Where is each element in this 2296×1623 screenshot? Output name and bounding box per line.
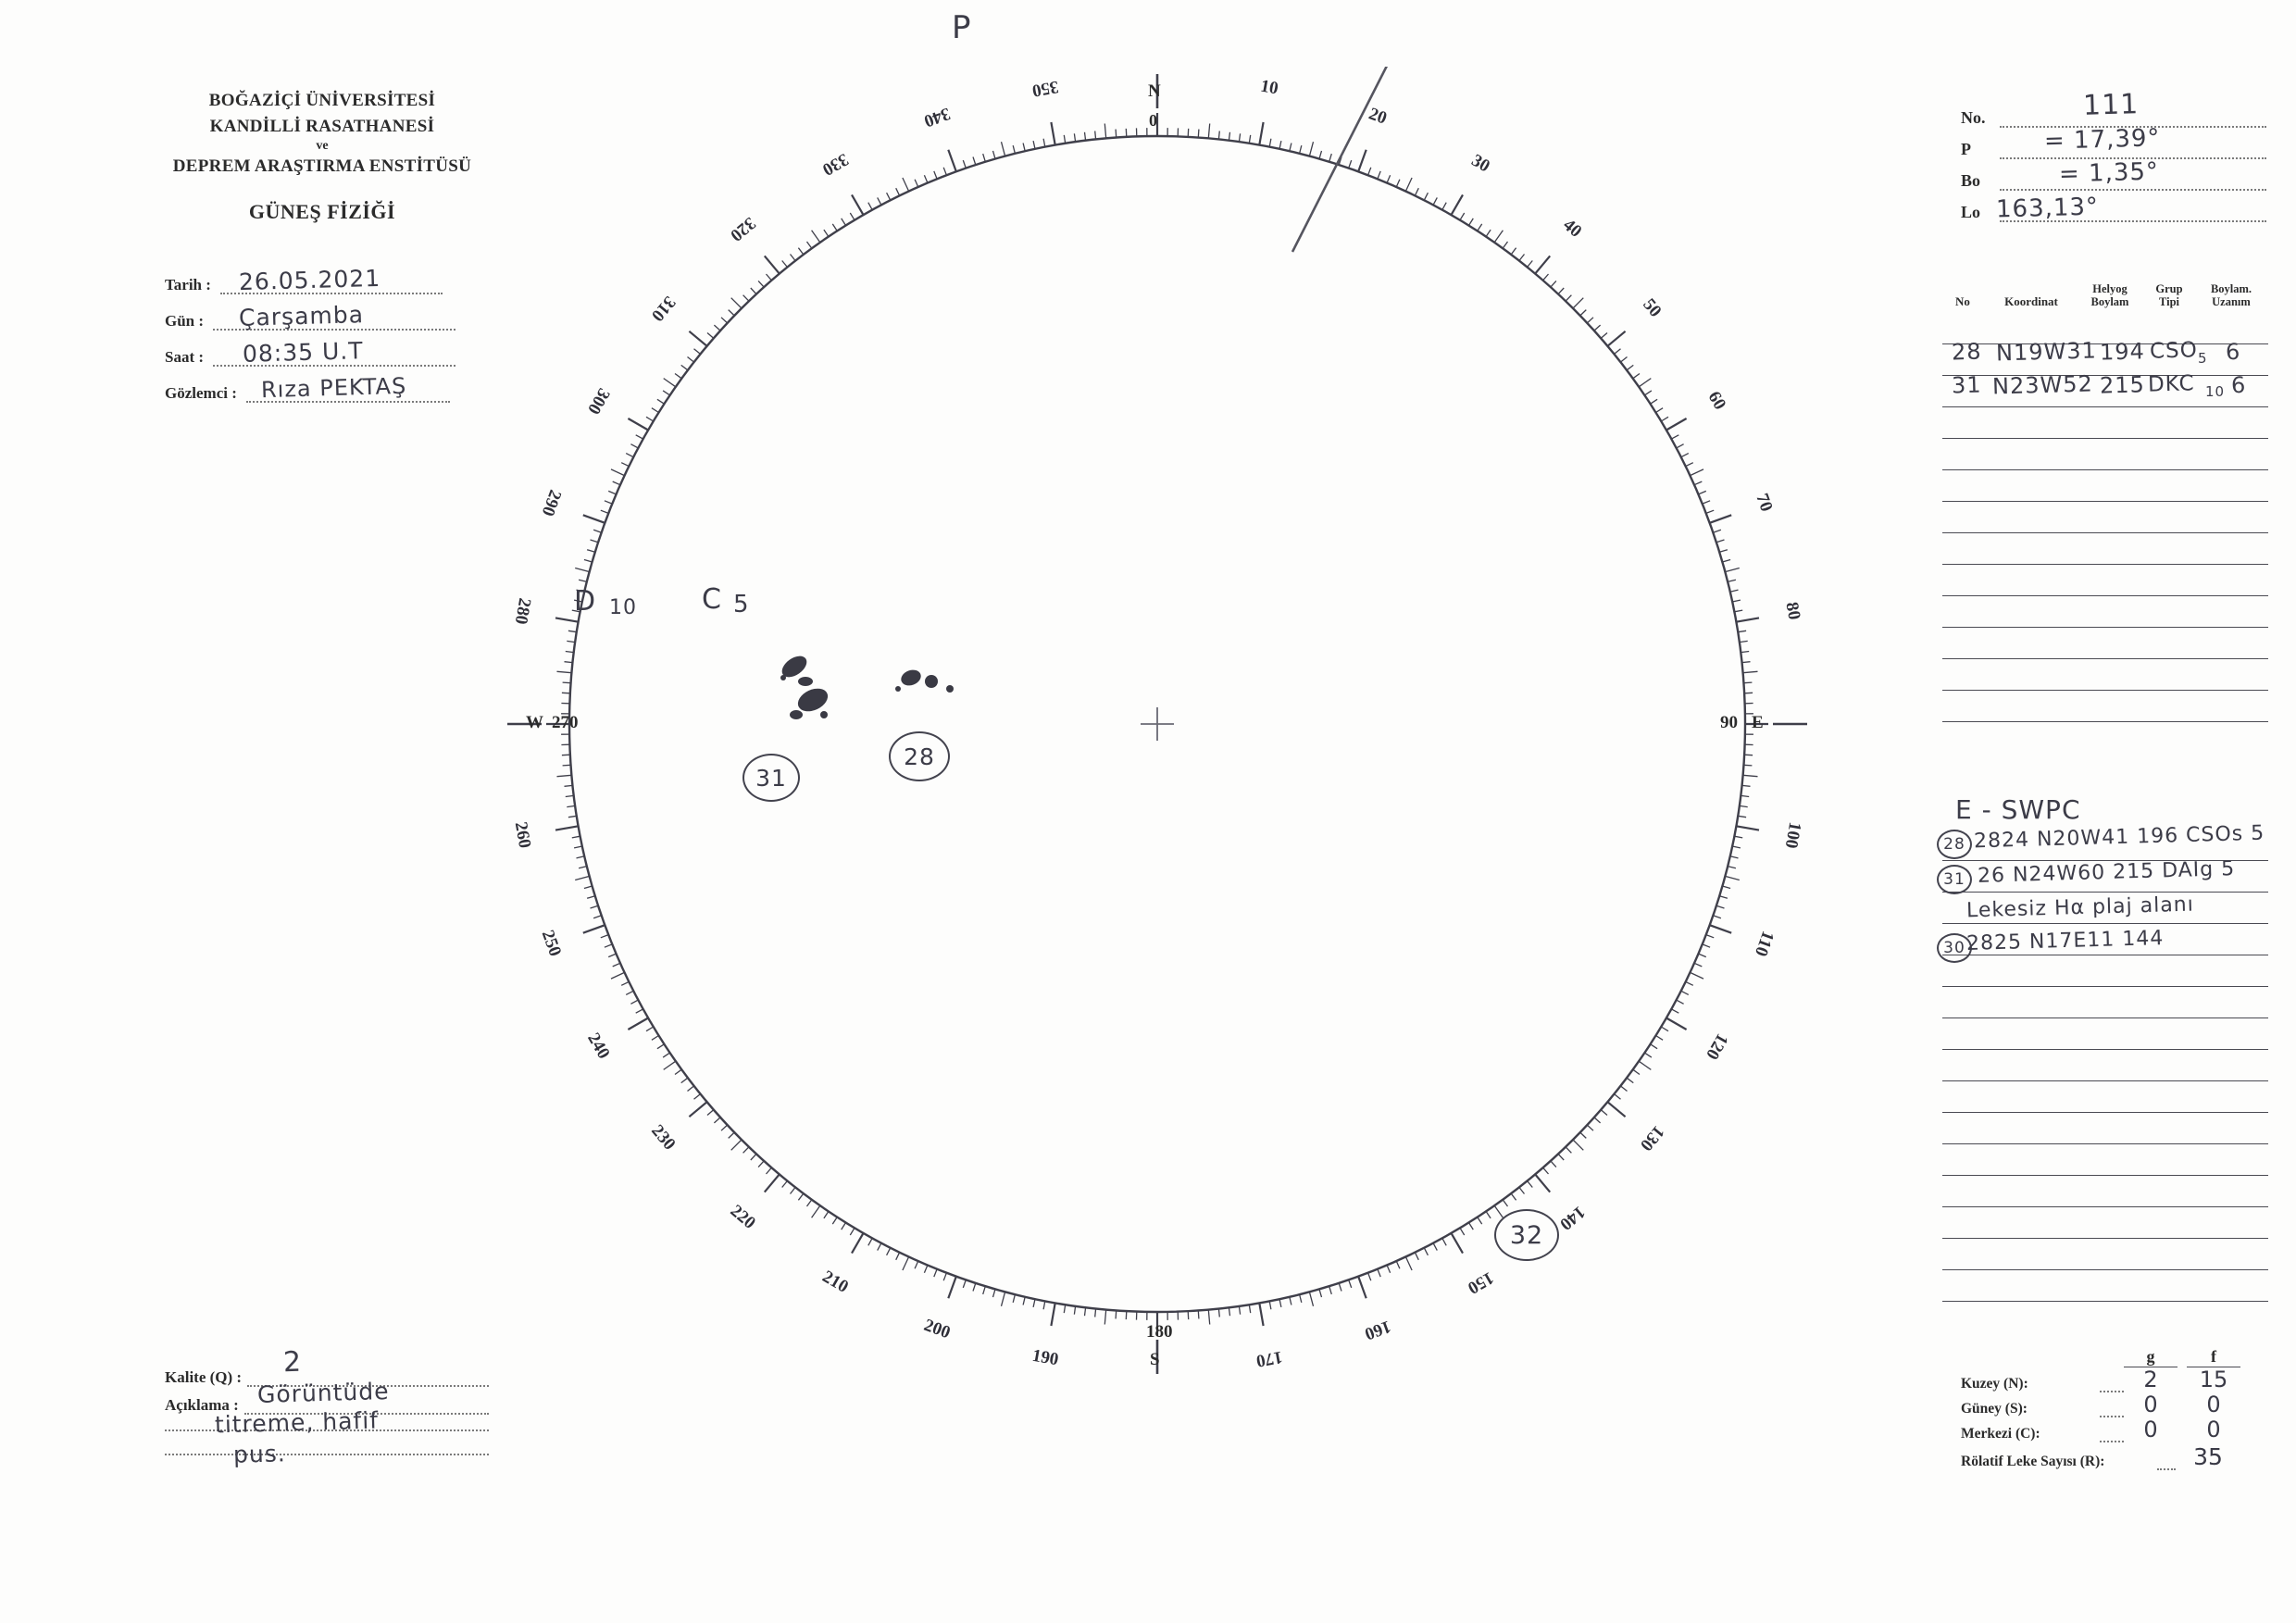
table-row	[1942, 1081, 2268, 1113]
gt-row0-koordinat: N19W31	[1995, 337, 2098, 367]
note-line-1: Görüntüde	[256, 1378, 390, 1408]
degree-label-10: 10	[1258, 76, 1280, 99]
quality-label: Kalite (Q) :	[165, 1368, 243, 1386]
group-letter-c: C	[702, 583, 722, 616]
table-row	[1942, 1207, 2268, 1239]
note-line-3: pus.	[232, 1440, 287, 1468]
param-p-label: P	[1961, 140, 1971, 158]
degree-label-200: 200	[920, 1315, 953, 1343]
note-line-2: titreme, hafif	[214, 1406, 380, 1439]
param-bo-label: Bo	[1961, 171, 1981, 190]
degree-label-110: 110	[1750, 929, 1778, 960]
degree-label-340: 340	[920, 103, 953, 131]
counts-center-dots	[2100, 1427, 2124, 1442]
east-label: E	[1752, 713, 1764, 732]
date-value: 26.05.2021	[238, 264, 381, 296]
param-bo-dotline	[2000, 189, 2266, 191]
degree-label-100: 100	[1781, 820, 1805, 850]
counts-header	[1961, 1347, 2248, 1367]
table-row	[1942, 1176, 2268, 1207]
counts-south-f: 0	[2206, 1392, 2221, 1417]
gt-row1-boylam: 215	[2099, 371, 2146, 399]
table-row	[1942, 1018, 2268, 1050]
table-row	[1942, 955, 2268, 987]
degree-label-230: 230	[647, 1121, 680, 1155]
degree-label-320: 320	[726, 213, 759, 245]
param-no-label: No.	[1961, 108, 1986, 127]
date-label: Tarih :	[165, 276, 211, 293]
table-row	[1942, 628, 2268, 659]
degree-label-140: 140	[1555, 1202, 1590, 1234]
counts-north-f: 15	[2199, 1367, 2228, 1392]
table-row	[1942, 691, 2268, 722]
quality-value: 2	[282, 1345, 303, 1380]
degree-label-20: 20	[1366, 104, 1391, 129]
east-value-label: 90	[1720, 713, 1738, 732]
th-grup-tipi: Grup Tipi	[2155, 282, 2183, 308]
degree-label-350: 350	[1030, 76, 1060, 100]
swpc-title: E - SWPC	[1955, 794, 2081, 825]
degree-label-60: 60	[1703, 387, 1729, 413]
observer-label: Gözlemci :	[165, 384, 237, 402]
institution-line-1: BOĞAZİÇİ ÜNİVERSİTESİ	[208, 91, 436, 110]
institution-line-2: KANDİLLİ RASATHANESİ	[209, 116, 435, 136]
institution-conjunction: ve	[316, 139, 329, 154]
degree-label-120: 120	[1701, 1030, 1732, 1063]
time-value: 08:35 U.T	[242, 337, 364, 368]
gt-row1-tip: DKC	[2147, 371, 2195, 397]
counts-col-g: g	[2124, 1347, 2177, 1367]
counts-north-label: Kuzey (N):	[1961, 1376, 2028, 1392]
gt-row0-tip-sub: 5	[2198, 350, 2208, 367]
time-label: Saat :	[165, 348, 205, 366]
sunspot-group-28	[895, 668, 954, 693]
gt-row1-uzanim: 6	[2230, 371, 2247, 399]
sunspot-group-31	[779, 652, 832, 719]
counts-center-label: Merkezi (C):	[1961, 1426, 2040, 1442]
relative-value: 35	[2193, 1443, 2223, 1470]
counts-row-south	[1961, 1392, 2248, 1417]
north-label: N	[1148, 81, 1161, 101]
day-label: Gün :	[165, 312, 205, 330]
counts-north-g: 2	[2143, 1367, 2158, 1392]
degree-label-170: 170	[1254, 1347, 1284, 1371]
degree-label-300: 300	[583, 384, 615, 418]
note-dotline-3	[165, 1454, 489, 1455]
observer-value: Rıza PEKTAŞ	[260, 372, 407, 404]
institution-line-3: DEPREM ARAŞTIRMA ENSTİTÜSÜ	[172, 156, 472, 177]
gt-row1-tip-sub: 10	[2205, 383, 2226, 400]
group-number-28: 28	[889, 731, 950, 781]
table-row	[1942, 407, 2268, 439]
swpc-circle-31: 31	[1937, 865, 1972, 894]
swpc-text-3: 2825 N17E11 144	[1965, 927, 2165, 955]
degree-label-130: 130	[1636, 1121, 1668, 1155]
west-label: W	[526, 713, 543, 732]
param-no-value: 111	[2082, 88, 2140, 122]
degree-label-70: 70	[1752, 490, 1777, 514]
table-row	[1942, 1113, 2268, 1144]
degree-label-40: 40	[1559, 215, 1586, 242]
param-lo-label: Lo	[1961, 203, 1981, 221]
table-row	[1942, 470, 2268, 502]
degree-label-80: 80	[1781, 600, 1804, 622]
section-title: GÜNEŞ FİZİĞİ	[248, 199, 396, 223]
disk-svg	[500, 67, 1815, 1381]
degree-label-240: 240	[583, 1029, 615, 1062]
degree-label-330: 330	[818, 149, 852, 181]
relative-dots	[2157, 1454, 2176, 1470]
th-koordinat: Koordinat	[2004, 293, 2058, 308]
gt-row0-tip: CSO	[2149, 338, 2199, 364]
south-value-label: 180	[1146, 1322, 1173, 1342]
swpc-text-0: 2824 N20W41 196 CSOs 5	[1973, 821, 2265, 854]
th-no: No	[1955, 293, 1970, 308]
table-row	[1942, 1239, 2268, 1270]
table-row	[1942, 533, 2268, 565]
param-lo-value: 163,13°	[1995, 193, 2100, 224]
table-row	[1942, 659, 2268, 691]
p-axis-line-top	[1292, 67, 1415, 252]
group-count-c: 5	[733, 591, 750, 618]
group-number-32: 32	[1494, 1209, 1559, 1261]
counts-north-dots	[2100, 1377, 2124, 1392]
degree-label-220: 220	[726, 1201, 759, 1233]
day-value: Çarşamba	[238, 301, 365, 331]
table-row	[1942, 1144, 2268, 1176]
counts-row-center	[1961, 1417, 2248, 1442]
counts-row-relative	[1961, 1442, 2248, 1470]
counts-col-f: f	[2187, 1347, 2240, 1367]
group-table-header	[1942, 283, 2268, 313]
degree-label-280: 280	[510, 596, 534, 626]
counts-south-dots	[2100, 1402, 2124, 1417]
table-row	[1942, 502, 2268, 533]
south-label: S	[1150, 1350, 1160, 1369]
table-row	[1942, 1050, 2268, 1081]
counts-center-f: 0	[2206, 1417, 2221, 1442]
institution-header	[156, 88, 489, 224]
degree-label-260: 260	[510, 820, 534, 850]
group-number-31: 31	[742, 754, 800, 802]
counts-block	[1961, 1347, 2248, 1470]
north-zero-label: 0	[1149, 111, 1157, 130]
swpc-text-1: 26 N24W60 215 DAIg 5	[1977, 857, 2236, 888]
counts-row-north	[1961, 1367, 2248, 1392]
param-p-value: = 17,39°	[2043, 124, 2161, 156]
swpc-circle-30: 30	[1937, 933, 1972, 963]
th-boylam-uzanim: Boylam. Uzanım	[2210, 282, 2252, 308]
gt-row1-no: 31	[1951, 371, 1982, 399]
degree-label-210: 210	[818, 1266, 852, 1297]
p-axis-label: P	[952, 9, 972, 46]
group-letter-d: D	[574, 585, 597, 618]
table-row	[1942, 987, 2268, 1018]
table-row	[1942, 439, 2268, 470]
table-row	[1942, 565, 2268, 596]
group-count-d: 10	[609, 596, 637, 619]
degree-label-50: 50	[1639, 294, 1666, 321]
west-value-label: 270	[552, 713, 579, 732]
degree-label-310: 310	[647, 292, 680, 325]
table-row	[1942, 1270, 2268, 1302]
relative-label: Rölatif Leke Sayısı (R):	[1961, 1454, 2105, 1469]
degree-label-30: 30	[1467, 151, 1493, 177]
counts-south-g: 0	[2143, 1392, 2158, 1417]
degree-label-150: 150	[1464, 1267, 1497, 1298]
swpc-text-2: Lekesiz Hα plaj alanı	[1965, 893, 2195, 923]
table-row	[1942, 596, 2268, 628]
note-label: Açıklama :	[165, 1396, 239, 1414]
swpc-circle-28: 28	[1937, 830, 1972, 859]
degree-label-190: 190	[1030, 1346, 1060, 1370]
counts-center-g: 0	[2143, 1417, 2158, 1442]
th-helyog-boylam: Helyog Boylam	[2090, 282, 2129, 308]
param-bo-value: = 1,35°	[2058, 157, 2160, 189]
gt-row0-uzanim: 6	[2225, 338, 2241, 366]
solar-disk-diagram	[500, 9, 1815, 1381]
counts-south-label: Güney (S):	[1961, 1401, 2028, 1417]
gt-row0-no: 28	[1951, 338, 1982, 366]
degree-label-160: 160	[1362, 1316, 1394, 1344]
gt-row0-boylam: 194	[2099, 338, 2146, 366]
gt-row1-koordinat: N23W52	[1991, 370, 2094, 400]
degree-label-290: 290	[537, 486, 566, 518]
degree-label-250: 250	[537, 928, 566, 960]
